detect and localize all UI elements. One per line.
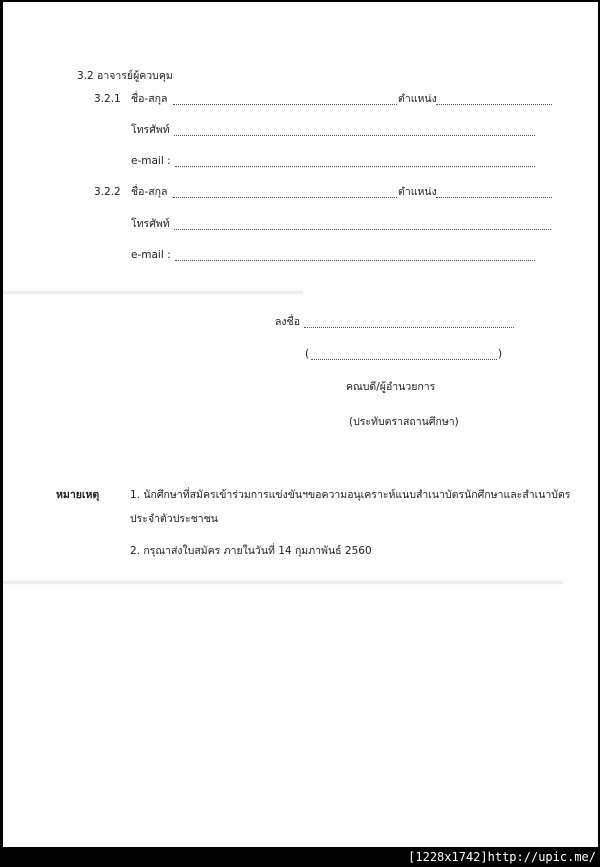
email-label: e-mail : xyxy=(131,155,171,167)
name-field[interactable] xyxy=(173,103,397,105)
phone-label: โทรศัพท์ xyxy=(131,218,170,230)
sign-label: ลงชื่อ xyxy=(275,316,300,328)
open-paren: ( xyxy=(305,348,310,360)
stamp-note: (ประทับตราสถานศึกษา) xyxy=(349,416,459,428)
advisor-number: 3.2.2 xyxy=(94,186,121,198)
signer-title: คณบดี/ผู้อำนวยการ xyxy=(346,381,436,393)
scan-streak xyxy=(3,580,563,585)
name-label: ชื่อ-สกุล xyxy=(131,93,168,105)
name-field[interactable] xyxy=(173,196,397,198)
watermark-bar xyxy=(0,847,600,867)
remark-1-line2: ประจำตัวประชาชน xyxy=(130,513,218,525)
position-label: ตำแหน่ง xyxy=(398,93,437,105)
signature-field[interactable] xyxy=(304,326,514,328)
remark-2: 2. กรุณาส่งใบสมัคร ภายในวันที่ 14 กุมภาพันธ์ 2560 xyxy=(130,545,372,557)
email-field[interactable] xyxy=(175,165,535,167)
scan-streak xyxy=(3,290,303,295)
document-page xyxy=(3,2,598,847)
position-field[interactable] xyxy=(436,196,552,198)
watermark-text: [1228x1742]http://upic.me/ xyxy=(408,850,596,864)
advisor-number: 3.2.1 xyxy=(94,93,121,105)
phone-label: โทรศัพท์ xyxy=(131,124,170,136)
email-label: e-mail : xyxy=(131,249,171,261)
phone-field[interactable] xyxy=(174,228,551,230)
remark-1-line1: 1. นักศึกษาที่สมัครเข้าร่วมการแข่งขันฯขอความอนุเคราะห์แนบสำเนาบัตรนักศึกษาและสำเนาบัตร xyxy=(130,489,571,501)
phone-field[interactable] xyxy=(174,134,535,136)
name-label: ชื่อ-สกุล xyxy=(131,186,168,198)
printed-name-field[interactable] xyxy=(311,358,497,360)
section-heading: 3.2 อาจารย์ผู้ควบคุม xyxy=(77,70,173,82)
position-label: ตำแหน่ง xyxy=(398,186,437,198)
close-paren: ) xyxy=(498,348,503,360)
email-field[interactable] xyxy=(175,259,535,261)
position-field[interactable] xyxy=(436,103,552,105)
remarks-label: หมายเหตุ xyxy=(56,489,100,501)
